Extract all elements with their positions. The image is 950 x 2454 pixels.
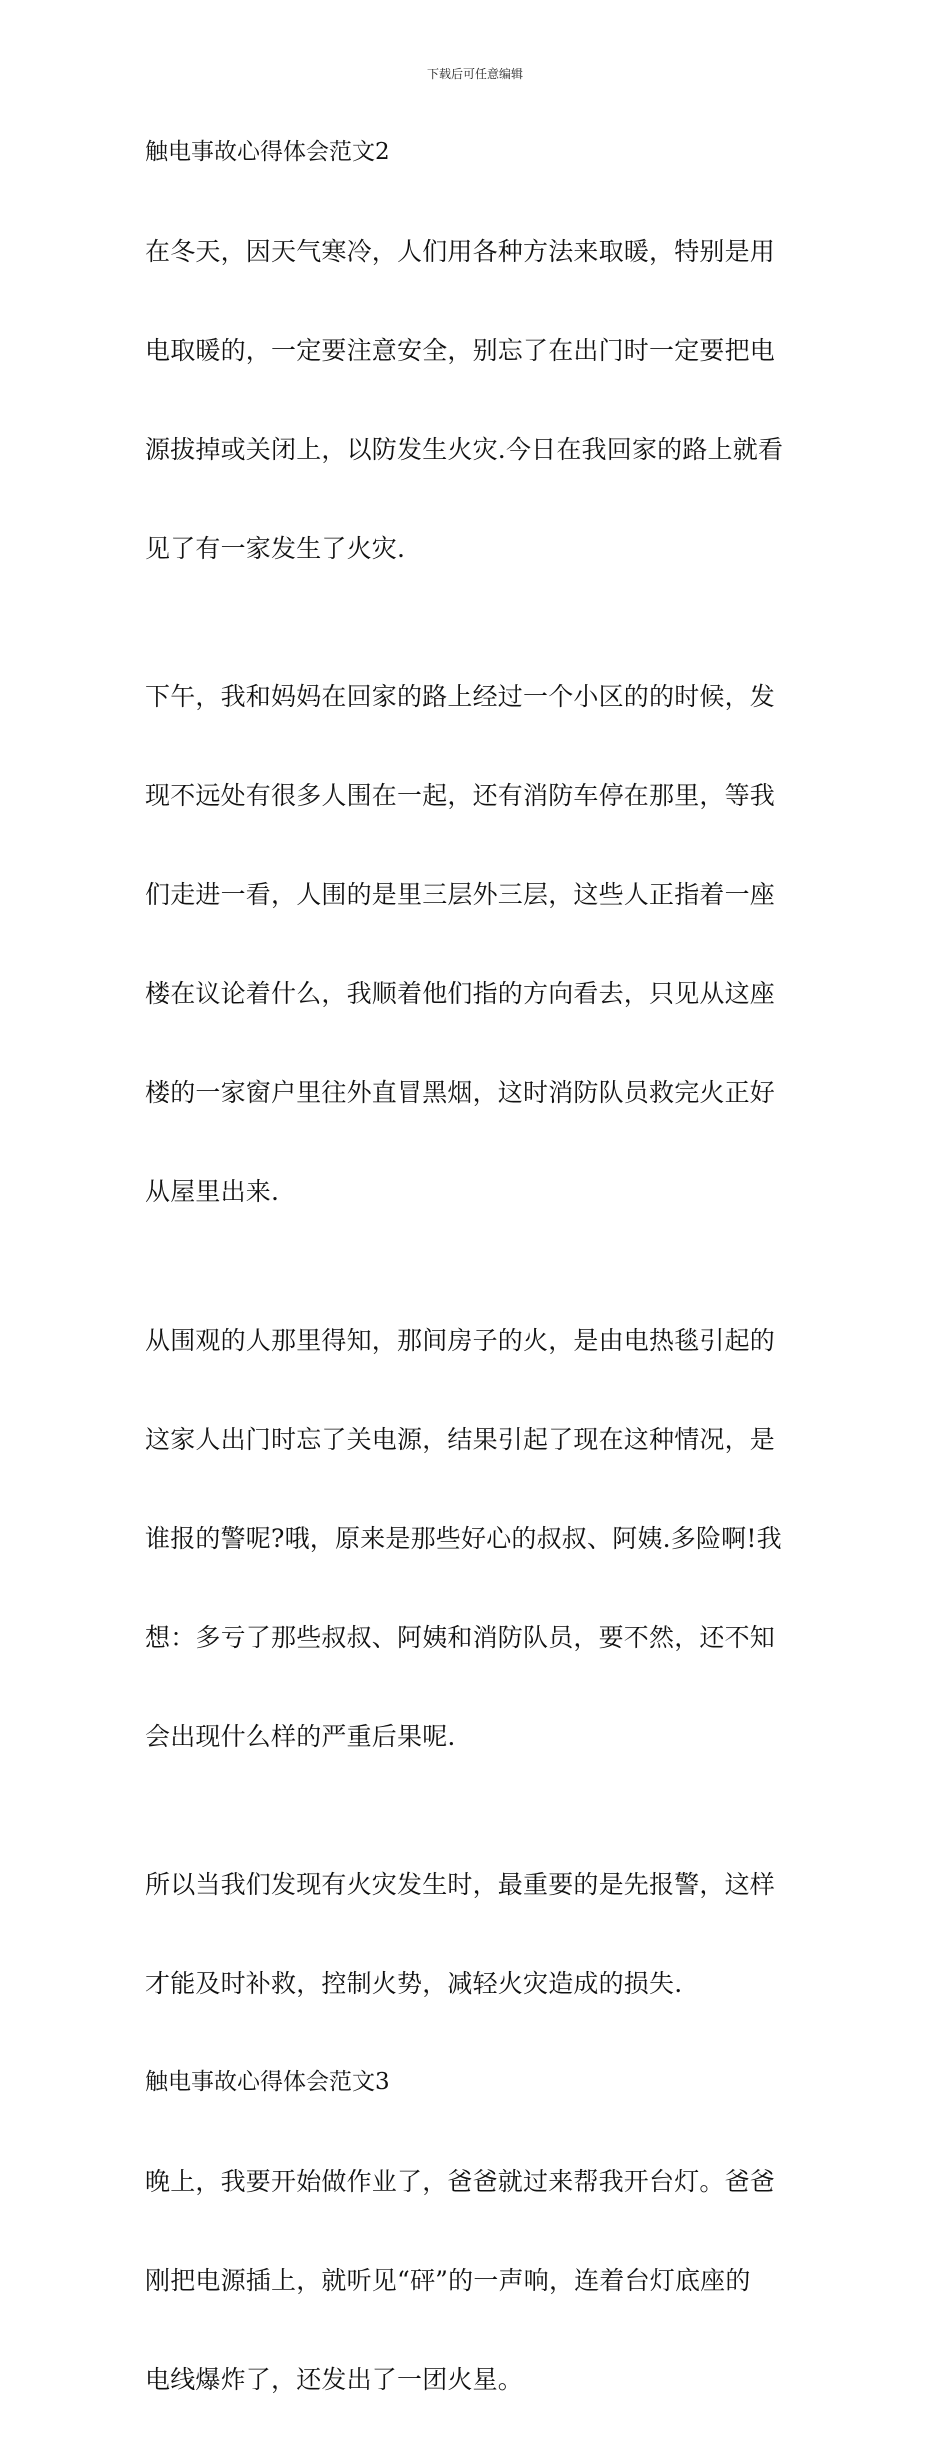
paragraph-line: 从围观的人那里得知，那间房子的火，是由电热毯引起的 <box>145 1325 776 1355</box>
section-heading: 触电事故心得体会范文3 <box>145 2069 390 2095</box>
paragraph-line: 这家人出门时忘了关电源，结果引起了现在这种情况，是 <box>145 1424 776 1454</box>
paragraph-line: 楼在议论着什么，我顺着他们指的方向看去，只见从这座 <box>145 979 776 1008</box>
paragraph-line: 晚上，我要开始做作业了，爸爸就过来帮我开台灯。爸爸 <box>145 2166 776 2196</box>
paragraph-line: 现不远处有很多人围在一起，还有消防车停在那里，等我 <box>145 781 776 810</box>
paragraph-line: 会出现什么样的严重后果呢. <box>145 1721 456 1751</box>
paragraph-line: 从屋里出来. <box>145 1177 280 1206</box>
paragraph <box>145 1266 810 1811</box>
paragraph-line: 想：多亏了那些叔叔、阿姨和消防队员，要不然，还不知 <box>145 1622 776 1652</box>
paragraph-line: 源拔掉或关闭上，以防发生火灾.今日在我回家的路上就看 <box>145 434 784 464</box>
paragraph-line: 电取暖的，一定要注意安全，别忘了在出门时一定要把电 <box>145 335 776 365</box>
paragraph-line: 见了有一家发生了火灾. <box>145 533 406 563</box>
paragraph-line: 刚把电源插上，就听见“砰”的一声响，连着台灯底座的 <box>145 2265 751 2295</box>
paragraph-line: 谁报的警呢?哦，原来是那些好心的叔叔、阿姨.多险啊!我 <box>145 1523 782 1553</box>
paragraph-line: 电线爆炸了，还发出了一团火星。 <box>145 2364 524 2394</box>
paragraph-line: 下午，我和妈妈在回家的路上经过一个小区的的时候，发 <box>145 682 776 711</box>
paragraph-line: 在冬天，因天气寒冷，人们用各种方法来取暖，特别是用 <box>145 236 776 266</box>
paragraph <box>145 623 810 1267</box>
paragraph <box>145 1811 810 2059</box>
document-body <box>145 128 810 2454</box>
paragraph-line: 们走进一看，人围的是里三层外三层，这些人正指着一座 <box>145 880 776 909</box>
page-header: 下载后可任意编辑 <box>426 67 523 81</box>
paragraph <box>145 2107 810 2454</box>
paragraph-line: 所以当我们发现有火灾发生时，最重要的是先报警，这样 <box>145 1870 776 1899</box>
paragraph-line: 才能及时补救，控制火势，减轻火灾造成的损失. <box>145 1969 683 1998</box>
paragraph <box>145 177 810 623</box>
section-heading: 触电事故心得体会范文2 <box>145 139 390 165</box>
paragraph-line: 楼的一家窗户里往外直冒黑烟，这时消防队员救完火正好 <box>145 1078 776 1107</box>
